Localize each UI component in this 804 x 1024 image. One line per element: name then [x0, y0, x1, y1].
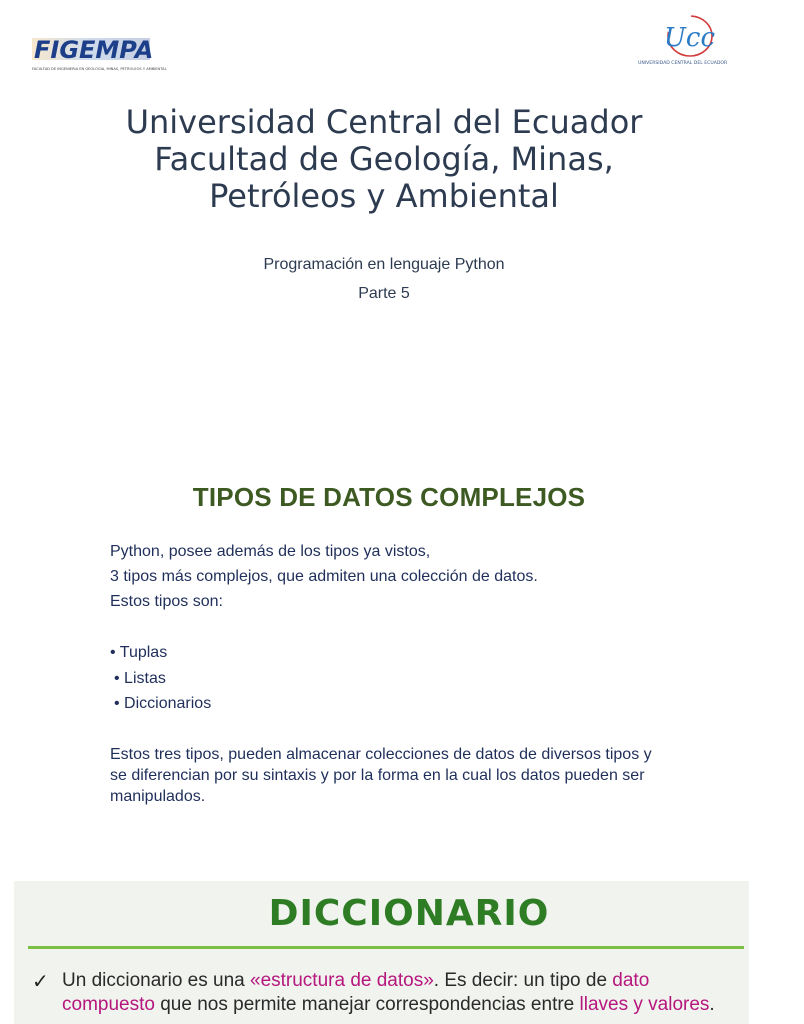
dictionary-slide-image: [14, 881, 749, 1024]
uce-logo-text: Ucc: [664, 23, 716, 53]
title-line-1: Universidad Central del Ecuador: [125, 103, 643, 141]
intro-line: Estos tipos son:: [110, 593, 223, 610]
slide-text-segment: .: [709, 994, 715, 1015]
slide-heading: DICCIONARIO: [268, 893, 550, 934]
closing-paragraph: Estos tres tipos, pueden almacenar colecciones de datos de diversos tipos y se diferencian por su sintaxis y por la forma en la cual los datos pueden ser manipulados.: [110, 746, 652, 805]
slide-text-segment: . Es decir: un tipo de: [433, 970, 613, 991]
title-line-2: Facultad de Geología, Minas,: [154, 140, 614, 178]
intro-line: Python, posee además de los tipos ya vistos,: [110, 543, 431, 560]
list-item: • Tuplas: [110, 644, 168, 661]
figempa-logo-caption: FACULTAD DE INGENIERIA EN GEOLOGIA, MINAS, PETROLEOS Y AMBIENTAL: [32, 67, 167, 71]
check-icon: ✓: [32, 971, 49, 993]
course-subtitle: Programación en lenguaje Python: [263, 256, 505, 273]
slide-highlight: llaves y valores: [579, 994, 710, 1015]
slide-text-segment: Un diccionario es una: [62, 970, 250, 991]
uce-logo-caption: UNIVERSIDAD CENTRAL DEL ECUADOR: [638, 61, 728, 66]
section-heading: TIPOS DE DATOS COMPLEJOS: [192, 482, 586, 512]
slide-text-segment: que nos permite manejar correspondencias entre: [154, 994, 580, 1015]
part-subtitle: Parte 5: [358, 285, 410, 302]
slide-definition: [62, 969, 732, 1017]
types-list: [110, 640, 670, 717]
slide-divider: [28, 946, 744, 949]
figempa-logo: [30, 28, 167, 72]
uce-logo: [636, 10, 736, 74]
university-title: [0, 104, 768, 215]
list-item: • Diccionarios: [114, 695, 212, 712]
list-item: • Listas: [114, 669, 166, 687]
intro-paragraph: [110, 539, 670, 614]
intro-line: 3 tipos más complejos, que admiten una colección de datos.: [110, 568, 538, 585]
slide-highlight: dato compuesto: [62, 970, 650, 1015]
figempa-logo-text: FIGEMPA: [34, 36, 154, 64]
slide-highlight: «estructura de datos»: [250, 970, 434, 991]
title-line-3: Petróleos y Ambiental: [209, 177, 559, 215]
